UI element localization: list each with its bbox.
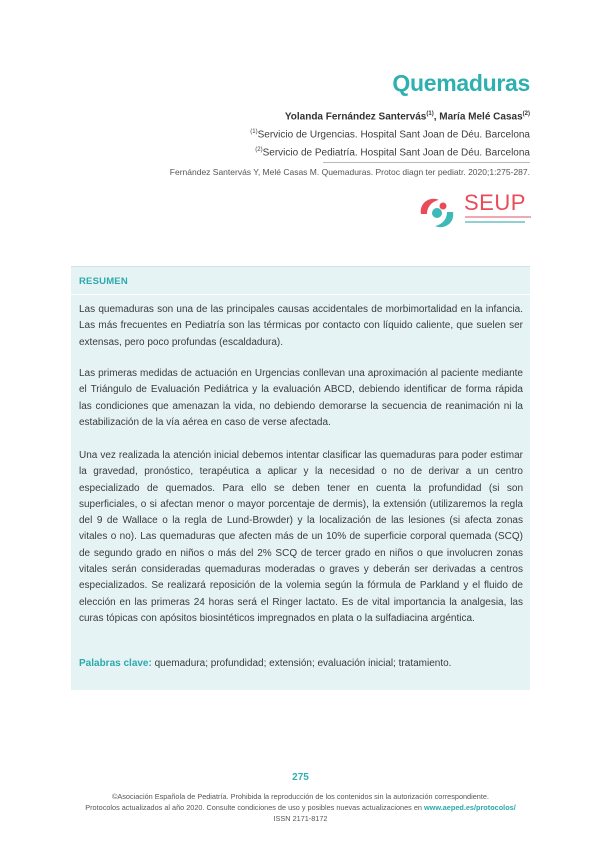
logo-text: SEUP	[464, 190, 526, 215]
author-block	[250, 107, 530, 160]
author-2: María Melé Casas	[439, 111, 523, 123]
copyright-notice: ©Asociación Española de Pediatría. Prohibida la reproducción de los contenidos sin la autorización correspondiente.	[112, 792, 489, 801]
affiliation-2: $^{(2)}$Servicio de Pediatría. Hospital Sant Joan de Déu. Barcelona	[255, 146, 530, 158]
seup-logo-mark-icon	[413, 192, 461, 232]
author-names: Yolanda Fernández Santervás$^{(1)}$, María Melé Casas$^{(2)}$	[284, 111, 530, 123]
logo-subline-2	[465, 221, 525, 223]
abstract-box	[71, 266, 530, 690]
page-title: Quemaduras	[392, 70, 530, 96]
author-1: Yolanda Fernández Santervás	[284, 111, 427, 123]
seup-logo	[413, 192, 535, 232]
keywords-label: Palabras clave:	[79, 658, 152, 669]
footer	[0, 791, 601, 824]
abstract-paragraph-2: Las primeras medidas de actuación en Urgencias conllevan una aproximación al paciente mediante el Triángulo de Evaluación Pediátrica y la evaluación ABCD, debiendo identificar de forma rápida las condiciones que amenazan la vida, no debiendo demorarse la secuencia de reanimación ni la estabilización de la vía aérea en caso de verse afectada.	[79, 368, 523, 428]
abstract-paragraph-1: Las quemaduras son una de las principales causas accidentales de morbimortalidad en la infancia. Las más frecuentes en Pediatría son las térmicas por contacto con líquido caliente, que suelen ser extensas, pero poco profundas (escaldadura).	[79, 304, 523, 348]
abstract-heading: RESUMEN	[79, 276, 128, 287]
abstract-paragraph-3: Una vez realizada la atención inicial debemos intentar clasificar las quemaduras para poder estimar la gravedad, pronóstico, terapéutica a aplicar y la necesidad o no de derivar a un centro especializado de quemados. Para ello se deben tener en cuenta la profundidad (si son superficiales, o si afectan menor o mayor porcentaje de dermis), la extensión (utilizaremos la regla del 9 de Wallace o la regla de Lund-Browder) y la localización de las lesiones (si afecta zonas vitales o no). Las quemaduras que afecten más de un 10% de superficie corporal quemada (SCQ) de segundo grado en niños o más del 2% SCQ de tercer grado en niños o que involucren zonas vitales serán consideradas quemaduras moderadas o graves y deberán ser derivadas a centros especializados. Se realizará reposición de la volemia según la fórmula de Parkland y el fluido de elección en las primeras 24 horas será el Ringer lactato. Es de vital importancia la analgesia, las curas tópicas con apósitos biosintéticos impregnados en plata o la sulfadiacina argéntica.	[79, 450, 523, 624]
citation: Fernández Santervás Y, Melé Casas M. Quemaduras. Protoc diagn ter pediatr. 2020;1:275-287.	[169, 167, 530, 177]
citation-divider	[323, 162, 530, 163]
keywords-text: quemadura; profundidad; extensión; evaluación inicial; tratamiento.	[154, 658, 452, 669]
abstract-divider	[71, 294, 530, 295]
keywords	[79, 656, 523, 672]
update-notice: Protocolos actualizados al año 2020. Consulte condiciones de uso y posibles nuevas actualizaciones en www.aeped.es/protocolos/	[85, 803, 516, 812]
affiliation-1: $^{(1)}$Servicio de Urgencias. Hospital Sant Joan de Déu. Barcelona	[250, 128, 530, 141]
page-number: 275	[292, 772, 309, 783]
issn: ISSN 2171-8172	[273, 814, 328, 823]
protocols-link[interactable]: www.aeped.es/protocolos/	[423, 803, 516, 812]
logo-subline	[465, 216, 531, 218]
